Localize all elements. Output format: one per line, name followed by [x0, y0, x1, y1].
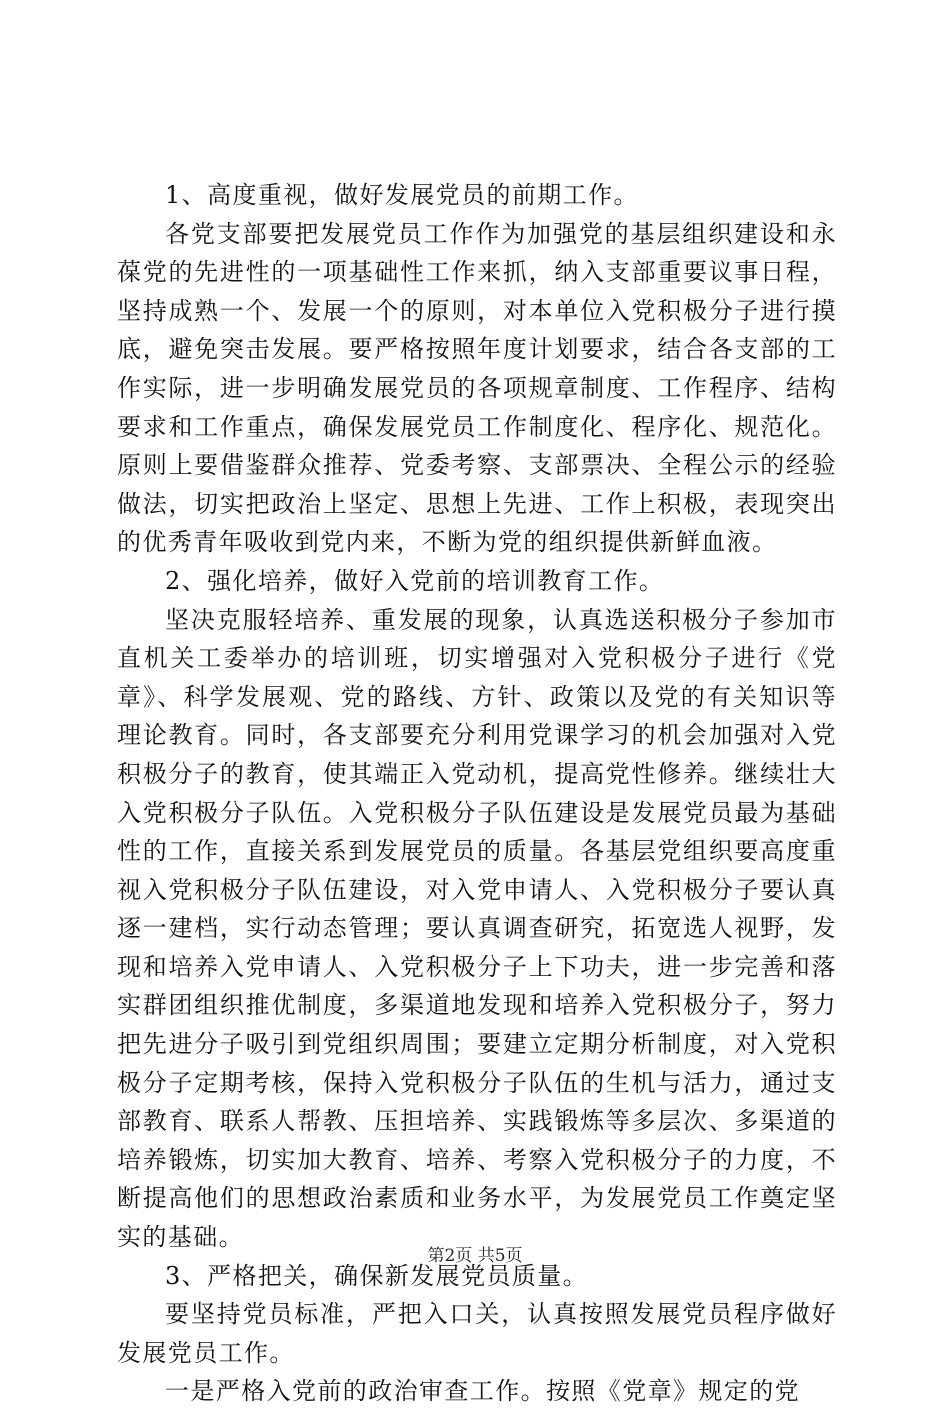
heading-2: 2、强化培养，做好入党前的培训教育工作。: [165, 566, 665, 595]
paragraph-1: 各党支部要把发展党员工作作为加强党的基层组织建设和永葆党的先进性的一项基础性工作来抓，纳入支部重要议事日程，坚持成熟一个、发展一个的原则，对本单位入党积极分子进行摸底，避免突击发展。要严格按照年度计划要求，结合各支部的工作实际，进一步明确发展党员的各项规章制度、工作程序、结构要求和工作重点，确保发展党员工作制度化、程序化、规范化。原则上要借鉴群众推荐、党委考察、支部票决、全程公示的经验做法，切实把政治上坚定、思想上先进、工作上积极，表现突出的优秀青年吸收到党内来，不断为党的组织提供新鲜血液。: [117, 219, 837, 557]
heading-1: 1、高度重视，做好发展党员的前期工作。: [165, 181, 639, 209]
page-footer: 第2页 共5页: [427, 1246, 523, 1266]
paragraph-4: 一是严格入党前的政治审查工作。按照《党章》规定的党: [165, 1377, 800, 1406]
heading-3: 3、严格把关，确保新发展党员质量。: [165, 1261, 589, 1290]
paragraph-2: 坚决克服轻培养、重发展的现象，认真选送积极分子参加市直机关工委举办的培训班，切实增强对入党积极分子进行《党章》、科学发展观、党的路线、方针、政策以及党的有关知识等理论教育。同时，各支部要充分利用党课学习的机会加强对入党积极分子的教育，使其端正入党动机，提高党性修养。继续壮大入党积极分子队伍。入党积极分子队伍建设是发展党员最为基础性的工作，直接关系到发展党员的质量。各基层党组织要高度重视入党积极分子队伍建设，对入党申请人、入党积极分子要认真逐一建档，实行动态管理；要认真调查研究，拓宽选人视野，发现和培养入党申请人、入党积极分子上下功夫，进一步完善和落实群团组织推优制度，多渠道地发现和培养入党积极分子，努力把先进分子吸引到党组织周围；要建立定期分析制度，对入党积极分子定期考核，保持入党积极分子队伍的生机与活力，通过支部教育、联系人帮教、压担培养、实践锻炼等多层次、多渠道的培养锻炼，切实加大教育、培养、考察入党积极分子的力度，不断提高他们的思想政治素质和业务水平，为发展党员工作奠定坚实的基础。: [117, 605, 837, 1252]
document-body: [117, 176, 837, 1411]
paragraph-3: 要坚持党员标准，严把入口关，认真按照发展党员程序做好发展党员工作。: [117, 1300, 837, 1367]
